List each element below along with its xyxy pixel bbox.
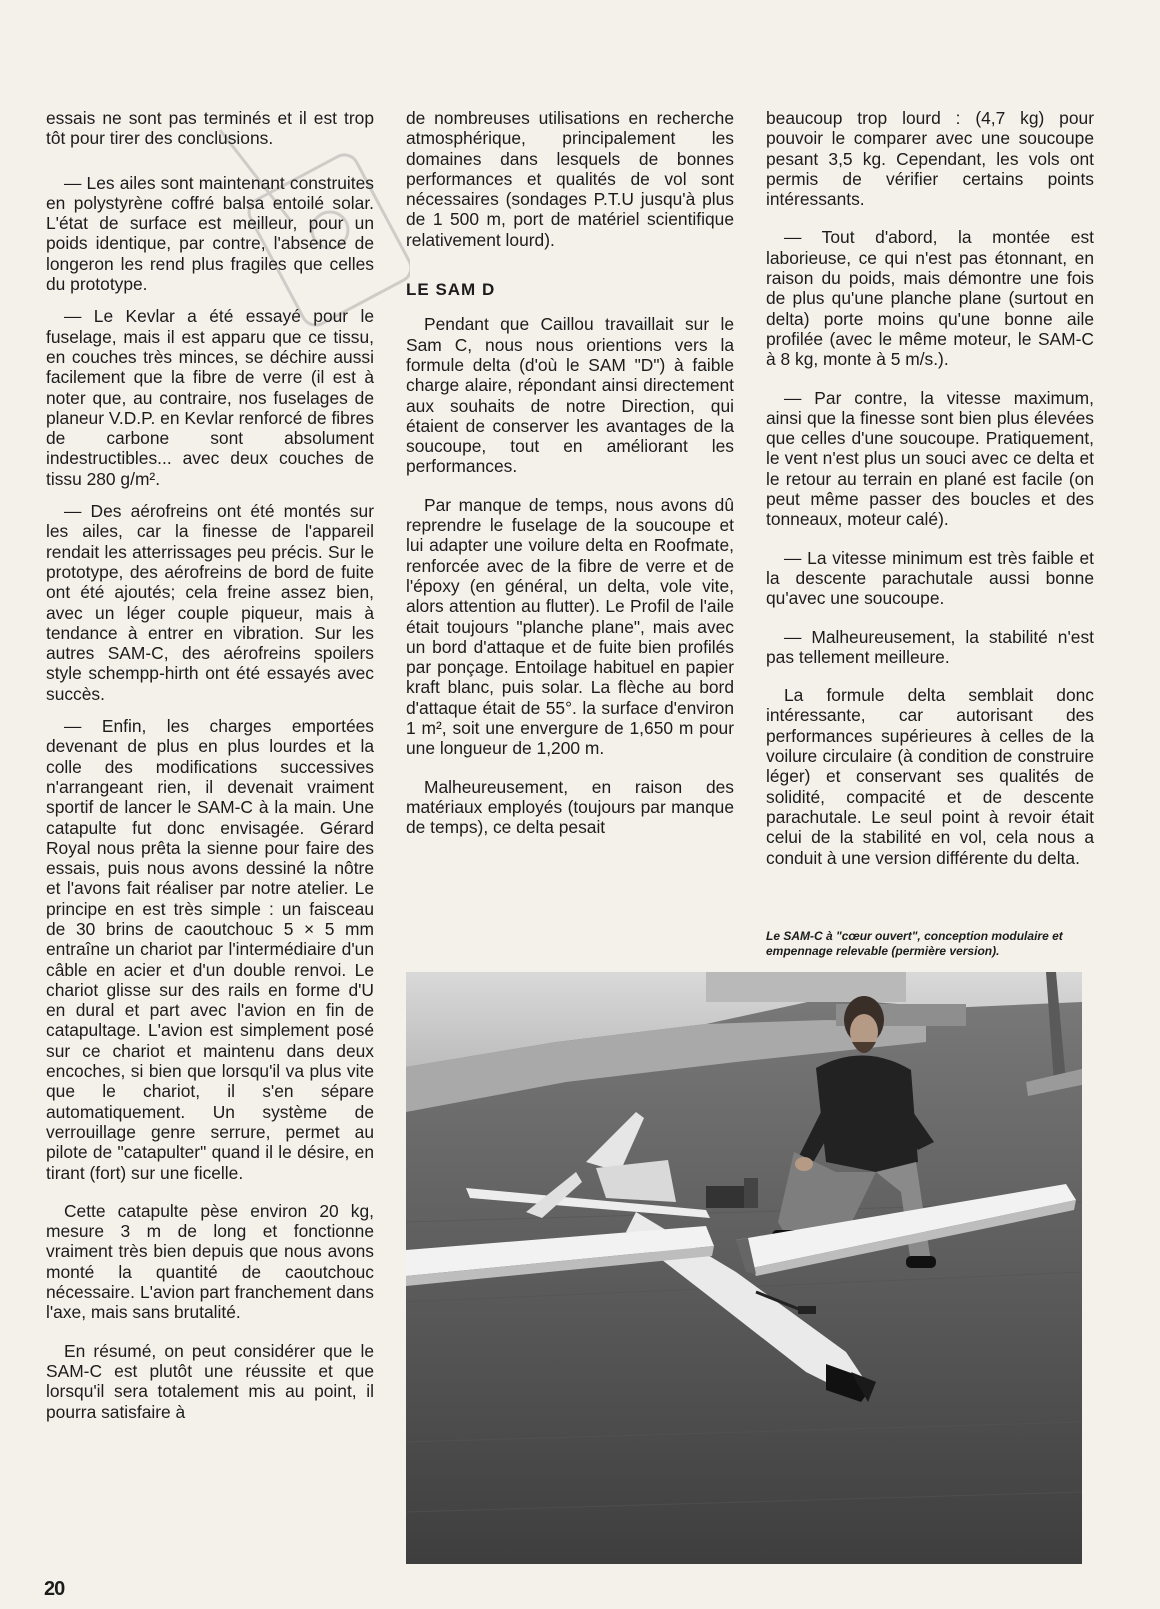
paragraph: — Enfin, les charges emportées devenant de plus en plus lourdes et la colle des modifications successives n'arrangeant rien, il devenait vraiment sportif de lancer le SAM-C à la main. Une catapulte fut donc envisagée. Gérard Royal nous prêta la sienne pour faire des essais, puis nous avons dessiné la nôtre et l'avons fait réaliser par notre atelier. Le principe en est très simple : un faisceau de 30 brins de caoutchouc 5 × 5 mm entraîne un chariot par l'intermédiaire d'un câble en acier et d'un double renvoi. Le chariot glisse sur des rails en forme d'U en dural et part avec l'avion en fin de catapultage. L'avion est simplement posé sur ce chariot et maintenu dans deux encoches, si bien que lorsqu'il va plus vite que le chariot, il s'en sépare automatiquement. Un système de verrouillage genre serrure, permet au pilote de "catapulter" quand il le désire, en tirant (fort) sur une ficelle. (46, 716, 374, 1183)
text-column-1 (46, 108, 374, 1434)
paragraph: beaucoup trop lourd : (4,7 kg) pour pouvoir le comparer avec une soucoupe pesant 3,5 kg. Cependant, les vols ont permis de vérifier certains points intéressants. (766, 108, 1094, 210)
photo-caption: Le SAM-C à "cœur ouvert", conception modulaire et empennage relevable (permière version). (766, 929, 1063, 958)
paragraph: — Les ailes sont maintenant construites en polystyrène coffré balsa entoilé solar. L'état de surface est meilleur, pour un poids identique, par contre, l'absence de longeron les rend plus fragiles que celles du prototype. (46, 172, 374, 295)
paragraph: — Par contre, la vitesse maximum, ainsi que la finesse sont bien plus élevées que celles d'une soucoupe. Pratiquement, le vent n'est plus un souci avec ce delta et le retour au terrain en plané est facile (on peut même passer des boucles et des tonneaux, moteur calé). (766, 387, 1094, 530)
aircraft-photo (406, 972, 1082, 1564)
paragraph: Malheureusement, en raison des matériaux employés (toujours par manque de temps), ce delta pesait (406, 776, 734, 838)
paragraph: La formule delta semblait donc intéressante, car autorisant des performances supérieures à celles de la voilure circulaire (à condition de construire léger) et conservant ses qualités de solidité, compacité et de descente parachutale. Le seul point à revoir était celui de la stabilité en vol, cela nous a conduit à une version différente du delta. (766, 685, 1094, 868)
section-heading: LE SAM D (406, 280, 496, 300)
paragraph: — Tout d'abord, la montée est laborieuse, ce qui n'est pas étonnant, en raison du poids, mais démontre une fois de plus qu'une planche plane (surtout en delta) porte moins qu'une bonne aile profilée (avec le même moteur, le SAM-C à 8 kg, monte à 5 m/s.). (766, 227, 1094, 370)
paragraph: Pendant que Caillou travaillait sur le Sam C, nous nous orientions vers la formule delta (d'où le SAM "D") à faible charge alaire, répondant ainsi directement aux souhaits de notre Direction, qui étaient de conserver les avantages de la soucoupe, tout en améliorant les performances. (406, 314, 734, 477)
paragraph: En résumé, on peut considérer que le SAM-C est plutôt une réussite et que lorsqu'il sera totalement mis au point, il pourra satisfaire à (46, 1340, 374, 1422)
page-number: 20 (44, 1578, 65, 1600)
text-column-3 (766, 108, 1094, 880)
paragraph: — Des aérofreins ont été montés sur les ailes, car la finesse de l'appareil rendait les atterrissages peu précis. Sur le prototype, des aérofreins de bord de fuite ont été ajoutés; cela freine assez bien, avec un léger couple piqueur, mais à tendance à entrer en vibration. Sur les autres SAM-C, des aérofreins spoilers style schempp-hirth ont été essayés avec succès. (46, 501, 374, 704)
paragraph: — Le Kevlar a été essayé pour le fuselage, mais il est apparu que ce tissu, en couches très minces, se déchire aussi facilement que la fibre de verre (il est à noter que, au contraire, nos fuselages de planeur V.D.P. en Kevlar renforcé de fibres de carbone sont absolument indestructibles... avec deux couches de tissu 280 g/m². (46, 306, 374, 489)
paragraph: — Malheureusement, la stabilité n'est pas tellement meilleure. (766, 626, 1094, 667)
paragraph: Par manque de temps, nous avons dû reprendre le fuselage de la soucoupe et lui adapter une voilure delta en Roofmate, renforcée avec de la fibre de verre et de l'époxy (en général, un delta, vole vite, alors attention au flutter). Le Profil de l'aile était toujours "planche plane", mais avec un bord d'attaque et de fuite bien profilés par ponçage. Entoilage habituel en papier kraft blanc, puis solar. La flèche au bord d'attaque était de 55°. la surface d'environ 1 m², soit une envergure de 1,650 m pour une longueur de 1,200 m. (406, 494, 734, 759)
paragraph: essais ne sont pas terminés et il est trop tôt pour tirer des conclusions. (46, 108, 374, 149)
paragraph: de nombreuses utilisations en recherche atmosphérique, principalement les domaines dans lesquels de bonnes performances et qualités de vol sont nécessaires (sondages P.T.U jusqu'à plus de 1 500 m, port de matériel scientifique relativement lourd). (406, 108, 734, 250)
paragraph: — La vitesse minimum est très faible et la descente parachutale aussi bonne qu'avec une soucoupe. (766, 547, 1094, 609)
paragraph: Cette catapulte pèse environ 20 kg, mesure 3 m de long et fonctionne vraiment très bien depuis que nous avons monté la quantité de caoutchouc nécessaire. L'avion part franchement dans l'axe, mais sans brutalité. (46, 1200, 374, 1323)
text-column-2 (406, 108, 734, 850)
